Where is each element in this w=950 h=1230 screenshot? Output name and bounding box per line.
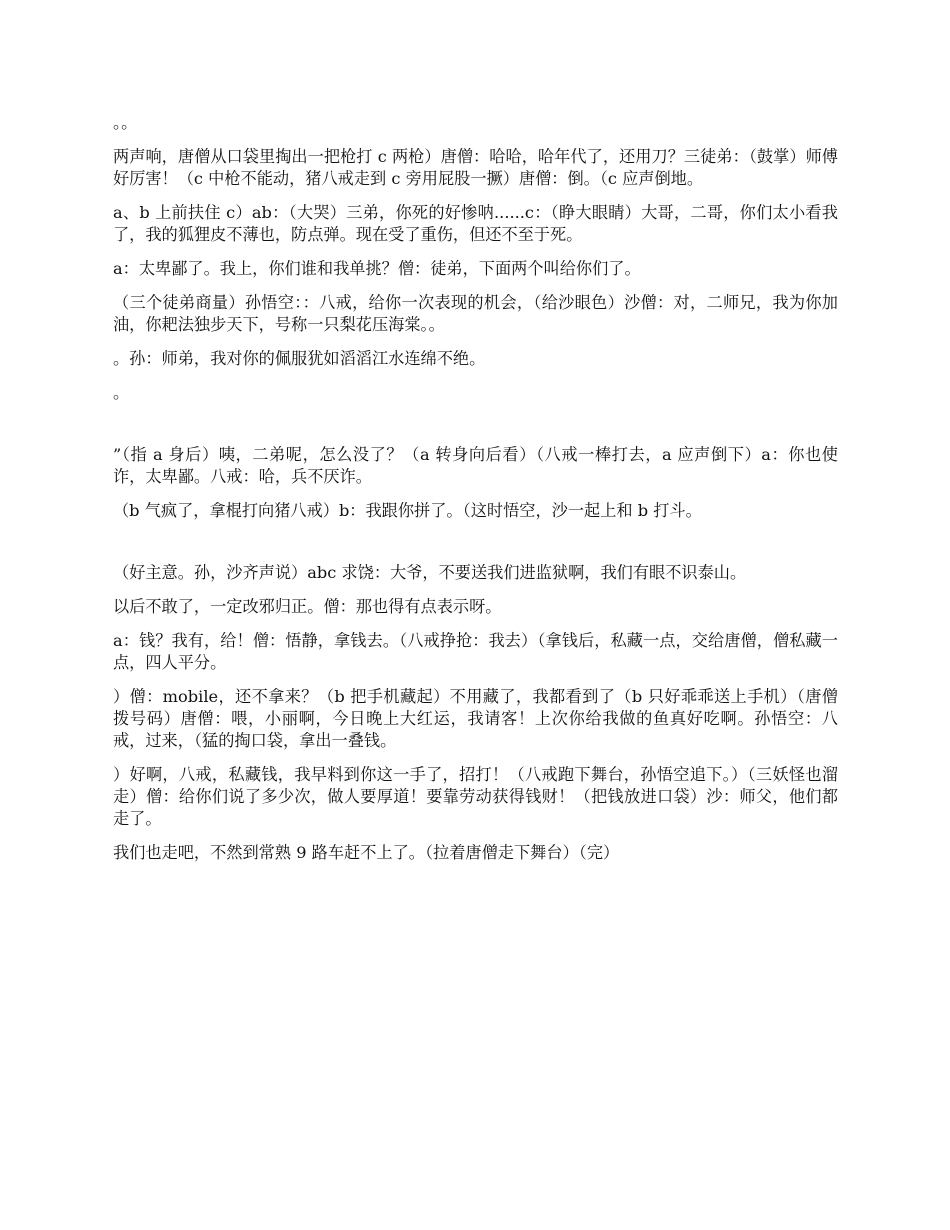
paragraph-15: 我们也走吧，不然到常熟 9 路车赶不上了。（拉着唐僧走下舞台）（完） <box>113 843 620 862</box>
paragraph-5: （三个徒弟商量）孙悟空：：八戒，给你一次表现的机会，（给沙眼色）沙僧：对，二师兄，我为你加油，你耙法独步天下，号称一只梨花压海棠。。 <box>113 293 838 334</box>
paragraph-14: ）好啊，八戒，私藏钱，我早料到你这一手了，招打！（八戒跑下舞台，孙悟空追下。）（三妖怪也溜走）僧：给你们说了多少次，做人要厚道！要靠劳动获得钱财！（把钱放进口袋）沙：师父，他们都走了。 <box>113 765 838 828</box>
blank-gap <box>113 534 838 562</box>
paragraph-11: 以后不敢了，一定改邪归正。僧：那也得有点表示呀。 <box>113 597 502 616</box>
paragraph-10: （好主意。孙，沙齐声说）abc 求饶：大爷，不要送我们进监狱啊，我们有眼不识泰山。 <box>113 563 747 582</box>
paragraph-9: （b 气疯了，拿棍打向猪八戒）b：我跟你拼了。（这时悟空，沙一起上和 b 打斗。 <box>113 501 702 520</box>
paragraph-2: 两声响，唐僧从口袋里掏出一把枪打 c 两枪）唐僧：哈哈，哈年代了，还用刀？三徒弟：（鼓掌）师傅好厉害！（c 中枪不能动，猪八戒走到 c 旁用屁股一撅）唐僧：倒。（c 应声倒地。 <box>113 147 838 188</box>
paragraph-13: ）僧：mobile，还不拿来？（b 把手机藏起）不用藏了，我都看到了（b 只好乖乖送上手机）（唐僧拨号码）唐僧：喂，小丽啊，今日晚上大红运，我请客！上次你给我做的鱼真好吃啊。孙悟空：八戒，过来，（猛的掏口袋，拿出一叠钱。 <box>113 687 838 750</box>
paragraph-8: ”（指 a 身后）咦，二弟呢，怎么没了？（a 转身向后看）（八戒一棒打去，a 应声倒下）a：你也使诈，太卑鄙。八戒：哈，兵不厌诈。 <box>113 445 838 486</box>
paragraph-7: 。 <box>113 383 130 402</box>
paragraph-4: a：太卑鄙了。我上，你们谁和我单挑？僧：徒弟，下面两个叫给你们了。 <box>113 259 641 278</box>
paragraph-1: 。。 <box>113 113 138 132</box>
paragraph-12: a：钱？我有，给！僧：悟静，拿钱去。（八戒挣抢：我去）（拿钱后，私藏一点，交给唐僧，僧私藏一点，四人平分。 <box>113 631 838 672</box>
paragraph-6: 。孙：师弟，我对你的佩服犹如滔滔江水连绵不绝。 <box>113 349 486 368</box>
blank-gap <box>113 416 838 444</box>
paragraph-3: a、b 上前扶住 c）ab：（大哭）三弟，你死的好惨呐......c：（睁大眼睛）大哥，二哥，你们太小看我了，我的狐狸皮不薄也，防点弹。现在受了重伤，但还不至于死。 <box>113 203 838 244</box>
document-body <box>113 112 838 876</box>
